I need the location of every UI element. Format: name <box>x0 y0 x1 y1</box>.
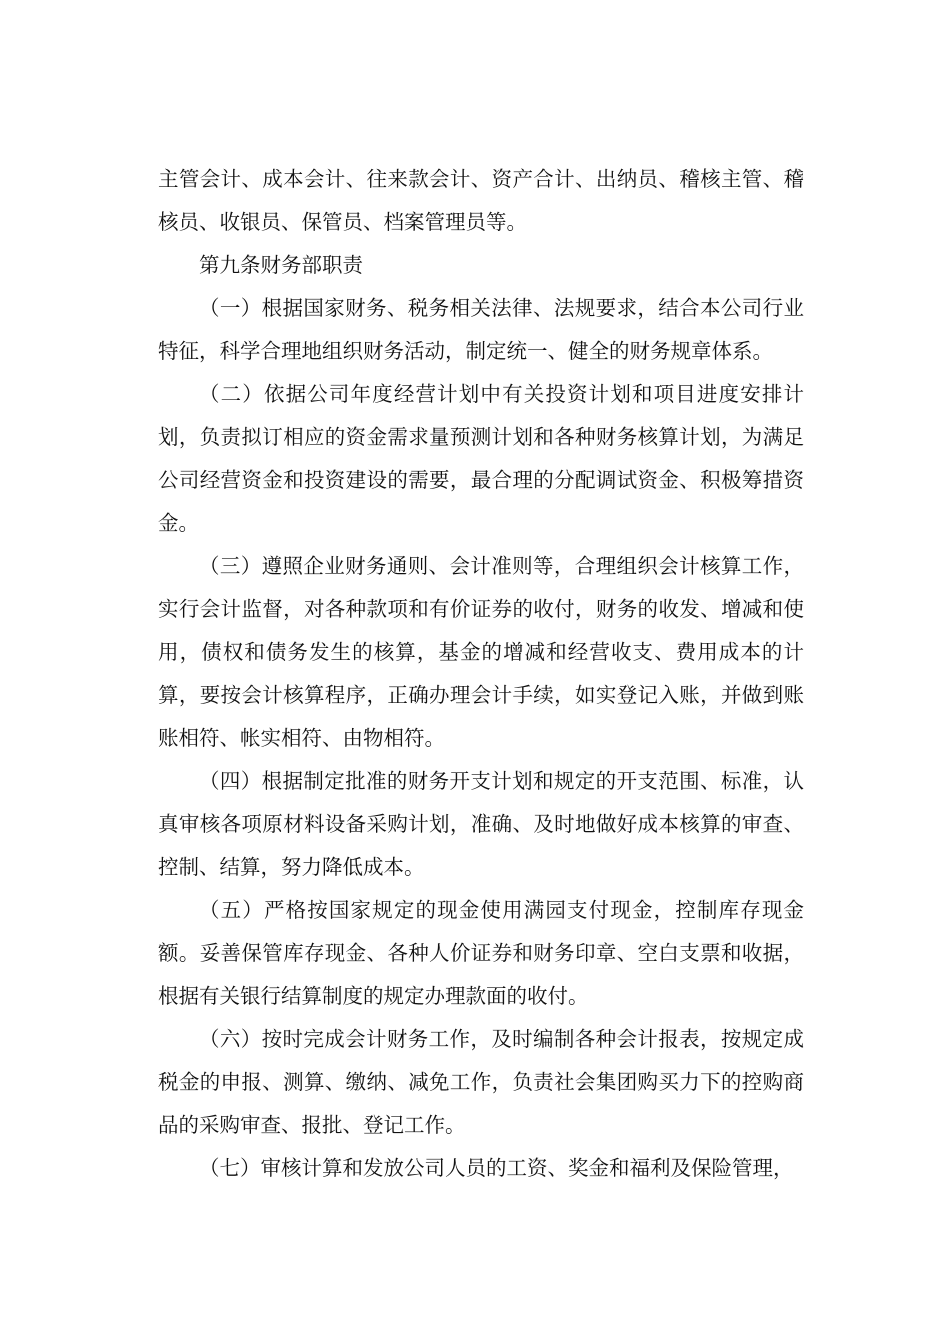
paragraph-duty-3: （三）遵照企业财务通则、会计准则等，合理组织会计核算工作，实行会计监督，对各种款项和有价证券的收付，财务的收发、增减和使用，债权和债务发生的核算，基金的增减和经营收支、费用成本的计算，要按会计核算程序，正确办理会计手续，如实登记入账，并做到账账相符、帐实相符、由物相符。 <box>158 554 804 750</box>
paragraph-staff-list: 主管会计、成本会计、往来款会计、资产合计、出纳员、稽核主管、稽核员、收银员、保管员、档案管理员等。 <box>158 167 804 234</box>
document-body <box>158 158 804 1190</box>
paragraph-duty-6: （六）按时完成会计财务工作，及时编制各种会计报表，按规定成税金的申报、测算、缴纳、减免工作，负责社会集团购买力下的控购商品的采购审查、报批、登记工作。 <box>158 1027 804 1137</box>
paragraph-duty-5: （五）严格按国家规定的现金使用满园支付现金，控制库存现金额。妥善保管库存现金、各种人价证券和财务印章、空白支票和收据，根据有关银行结算制度的规定办理款面的收付。 <box>158 898 804 1008</box>
paragraph-duty-4: （四）根据制定批准的财务开支计划和规定的开支范围、标准，认真审核各项原材料设备采购计划，准确、及时地做好成本核算的审查、控制、结算，努力降低成本。 <box>158 769 804 879</box>
paragraph-duty-1: （一）根据国家财务、税务相关法律、法规要求，结合本公司行业特征，科学合理地组织财务活动，制定统一、健全的财务规章体系。 <box>158 296 804 363</box>
article-heading: 第九条财务部职责 <box>199 253 363 277</box>
paragraph-duty-2: （二）依据公司年度经营计划中有关投资计划和项目进度安排计划，负责拟订相应的资金需求量预测计划和各种财务核算计划，为满足公司经营资金和投资建设的需要，最合理的分配调试资金、积极筹措资金。 <box>158 382 804 535</box>
paragraph-duty-7: （七）审核计算和发放公司人员的工资、奖金和福利及保险管理， <box>199 1156 794 1180</box>
